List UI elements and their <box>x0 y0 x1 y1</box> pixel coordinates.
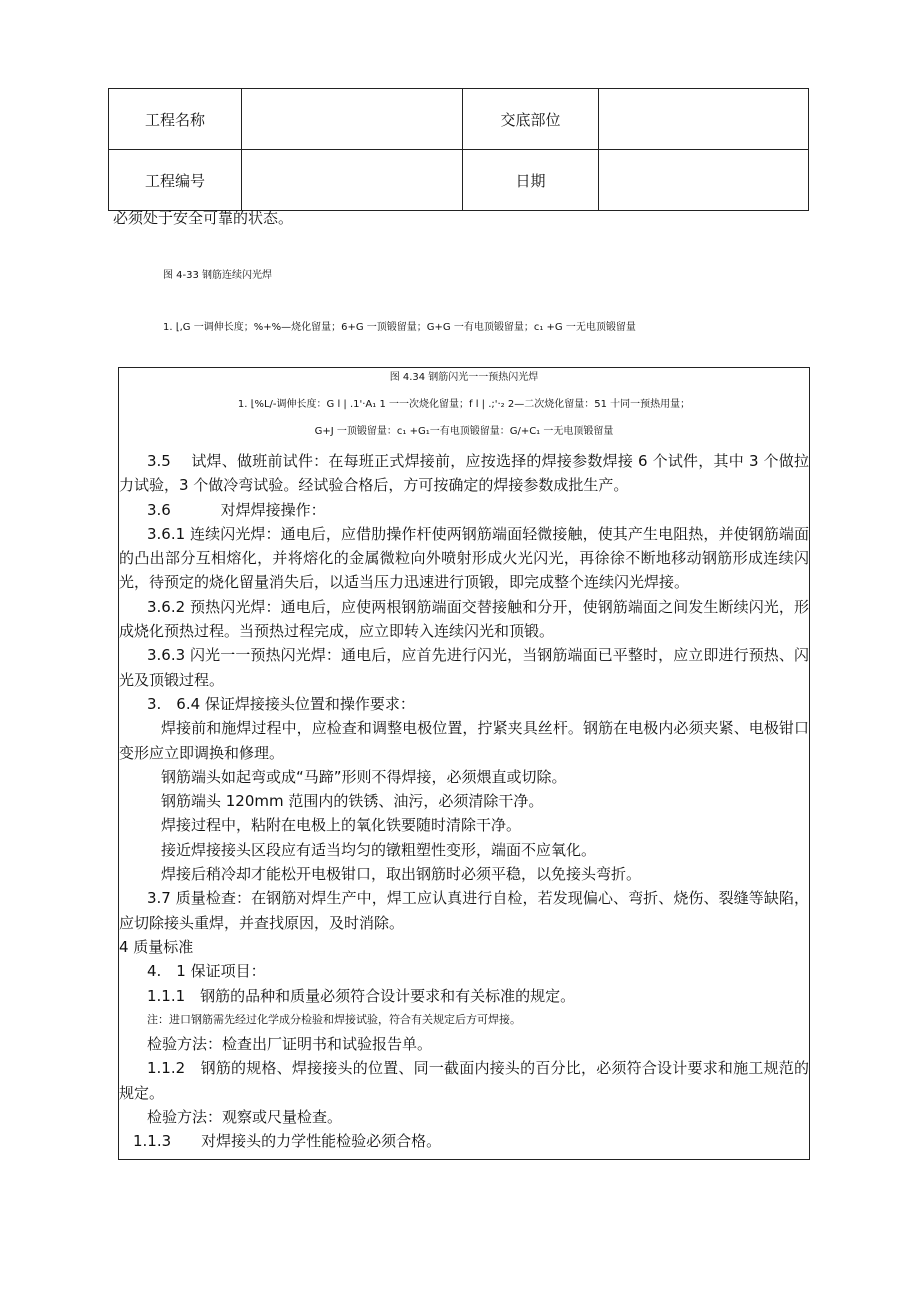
paragraph: 检验方法：检查出厂证明书和试验报告单。 <box>147 1035 433 1054</box>
project-name-label: 工程名称 <box>109 89 242 150</box>
paragraph: 3. 6.4 保证焊接接头位置和操作要求： <box>147 694 415 713</box>
paragraph: 3.6.3 闪光一一预热闪光焊：通电后，应首先进行闪光，当钢筋端面已平整时，应立即进行预热、闪光及顶锻过程。 <box>119 646 809 689</box>
paragraph: 3.6 对焊焊接操作： <box>147 500 326 519</box>
paragraph: 焊接前和施焊过程中，应检查和调整电极位置，拧紧夹具丝杆。钢筋在电极内必须夹紧、电极钳口变形应立即调换和修理。 <box>119 719 809 762</box>
intro-text: 必须处于安全可靠的状态。 <box>113 209 294 227</box>
project-name-value <box>242 89 463 150</box>
header-table <box>108 88 809 211</box>
paragraph: 检验方法：观察或尺量检查。 <box>147 1108 343 1127</box>
paragraph: 注：进口钢筋需先经过化学成分检验和焊接试验，符合有关规定后方可焊接。 <box>147 1012 521 1026</box>
figure-434-legend-1: 1. ⌊%L/-调伸长度：G l | .1'·A₁ 1 一一次烧化留量；f l | .;'·₂ 2—二次烧化留量：51 十同一预热用量； <box>237 399 691 410</box>
content-box <box>118 367 810 1160</box>
project-code-label: 工程编号 <box>109 150 242 211</box>
handover-part-label: 交底部位 <box>463 89 599 150</box>
handover-part-value <box>599 89 809 150</box>
figure-433-title: 图 4-33 钢筋连续闪光焊 <box>163 270 273 281</box>
paragraph: 4 质量标准 <box>119 937 194 956</box>
paragraph: 焊接过程中，粘附在电极上的氧化铁要随时清除干净。 <box>161 816 522 835</box>
paragraph: 接近焊接接头区段应有适当均匀的镦粗塑性变形，端面不应氧化。 <box>161 840 597 859</box>
project-code-value <box>242 150 463 211</box>
figure-434-legend-2: G+J 一顶锻留量：c₁ +G₁一有电顶锻留量：G/+C₁ 一无电顶锻留量 <box>314 426 614 437</box>
paragraph: 3.7 质量检查：在钢筋对焊生产中，焊工应认真进行自检，若发现偏心、弯折、烧伤、裂缝等缺陷，应切除接头重焊，并查找原因，及时消除。 <box>119 889 809 932</box>
paragraph: 3.6.1 连续闪光焊：通电后，应借肋操作杆使两钢筋端面轻微接触，使其产生电阻热，并使钢筋端面的凸出部分互相熔化，并将熔化的金属微粒向外喷射形成火光闪光，再徐徐不断地移动钢筋形成连续闪光，待预定的烧化留量消失后，以适当压力迅速进行顶锻，即完成整个连续闪光焊接。 <box>119 524 809 592</box>
paragraph: 1.1.3 对焊接头的力学性能检验必须合格。 <box>133 1132 442 1151</box>
paragraph: 1.1.2 钢筋的规格、焊接接头的位置、同一截面内接头的百分比，必须符合设计要求和施工规范的规定。 <box>119 1059 809 1102</box>
body-text <box>119 449 809 1154</box>
figure-433-legend: 1. ⌊,G 一调伸长度；%+%—烧化留量；6+G 一顶锻留量；G+G 一有电顶锻留量；c₁ +G 一无电顶锻留量 <box>163 322 636 333</box>
date-label: 日期 <box>463 150 599 211</box>
date-value <box>599 150 809 211</box>
paragraph: 3.6.2 预热闪光焊：通电后，应使两根钢筋端面交替接触和分开，使钢筋端面之间发生断续闪光，形成烧化预热过程。当预热过程完成，应立即转入连续闪光和顶锻。 <box>119 597 809 641</box>
figure-434-title: 图 4.34 钢筋闪光一一预热闪光焊 <box>389 372 539 383</box>
paragraph: 4. 1 保证项目： <box>147 962 266 981</box>
paragraph: 钢筋端头如起弯或成“马蹄”形则不得焊接，必须煨直或切除。 <box>161 767 567 786</box>
paragraph: 1.1.1 钢筋的品种和质量必须符合设计要求和有关标准的规定。 <box>147 986 576 1005</box>
paragraph: 3.5 试焊、做班前试件：在每班正式焊接前，应按选择的焊接参数焊接 6 个试件，其中 3 个做拉力试验，3 个做冷弯试验。经试验合格后，方可按确定的焊接参数成批生产。 <box>119 452 809 495</box>
paragraph: 钢筋端头 120mm 范围内的铁锈、油污，必须清除干净。 <box>161 792 544 811</box>
paragraph: 焊接后稍冷却才能松开电极钳口，取出钢筋时必须平稳，以免接头弯折。 <box>161 865 642 884</box>
